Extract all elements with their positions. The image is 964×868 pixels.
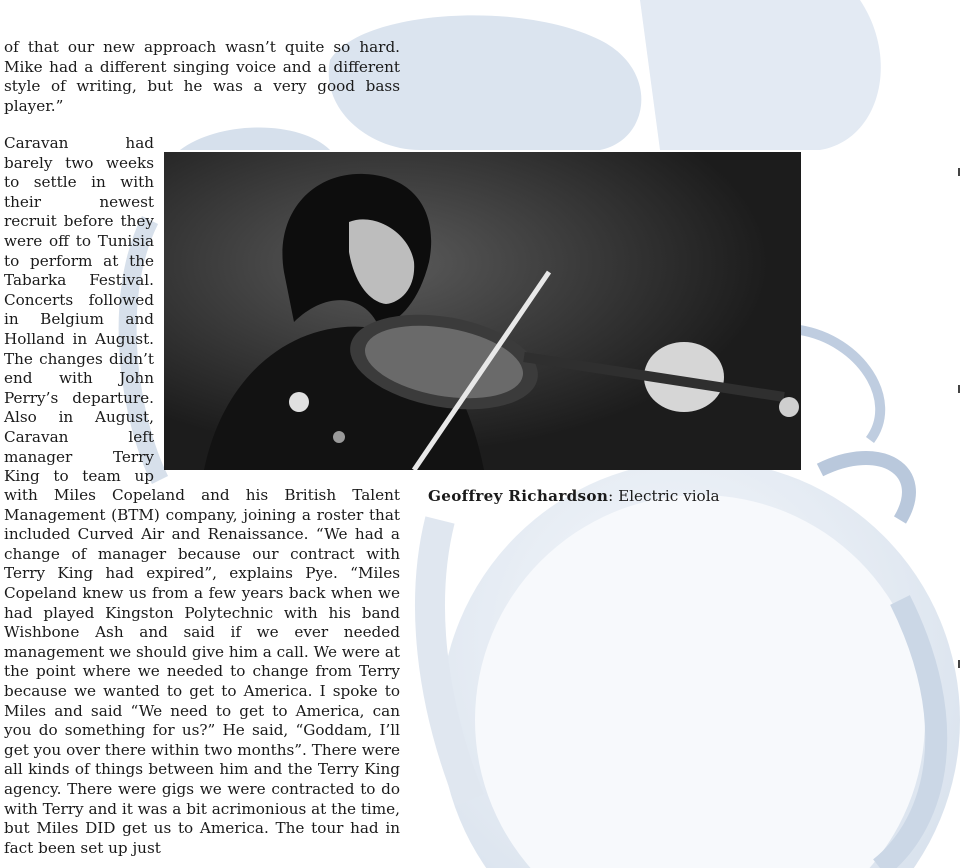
paragraph-text: with Miles Copeland and his British Talent Management (BTM) company, joining a roster that included Curved Air and Renaissance. “We had a change of manager because our contract with Terry King had expired”, explains Pye. “Miles Copeland knew us from a few years back when we had played Kingston Polytechnic with his band Wishbone Ash and said if we ever needed management we should give him a call. We were at the point where we needed to change from Terry because we wanted to get to America. I spoke to Miles and said “We need to get to America, can you do something for us?” He said, “Goddam, I’ll get you over there within two months”. There were all kinds of things between him and the Terry King agency. There were gigs we were contracted to do with Terry and it was a bit acrimonious at the time, but Miles DID get us to America. The tour had in fact been set up just xyxy=(4,486,400,857)
text-line: recruit before they xyxy=(4,212,154,231)
text-line: Tabarka Festival. xyxy=(4,271,154,290)
article-paragraph-top xyxy=(4,38,400,116)
text-line: The changes didn’t xyxy=(4,349,154,368)
page-edge-mark xyxy=(958,385,960,393)
caption-name: Geoffrey Richardson xyxy=(428,487,609,505)
text-line: Caravan left xyxy=(4,427,154,446)
article-paragraph-narrow-column xyxy=(4,134,154,487)
photo-violinist xyxy=(164,152,801,470)
text-line: manager Terry xyxy=(4,447,154,466)
text-line: King to team up xyxy=(4,467,154,486)
text-line: barely two weeks xyxy=(4,153,154,172)
text-line: to perform at the xyxy=(4,251,154,270)
article-paragraph-continued xyxy=(4,486,400,858)
text-line: Holland in August. xyxy=(4,329,154,348)
text-line: to settle in with xyxy=(4,173,154,192)
photo-caption xyxy=(428,486,720,506)
page-edge-mark xyxy=(958,168,960,176)
caption-role: : Electric viola xyxy=(608,487,720,505)
text-line: their newest xyxy=(4,192,154,211)
page-edge-mark xyxy=(958,660,960,668)
text-line: Perry’s departure. xyxy=(4,388,154,407)
text-line: in Belgium and xyxy=(4,310,154,329)
text-line: end with John xyxy=(4,369,154,388)
text-line: Concerts followed xyxy=(4,290,154,309)
text-line: Also in August, xyxy=(4,408,154,427)
text-line: were off to Tunisia xyxy=(4,231,154,250)
paragraph-text: of that our new approach wasn’t quite so hard. Mike had a different singing voice and a different style of writing, but he was a very good bass player.” xyxy=(4,38,400,115)
text-line: Caravan had xyxy=(4,134,154,152)
